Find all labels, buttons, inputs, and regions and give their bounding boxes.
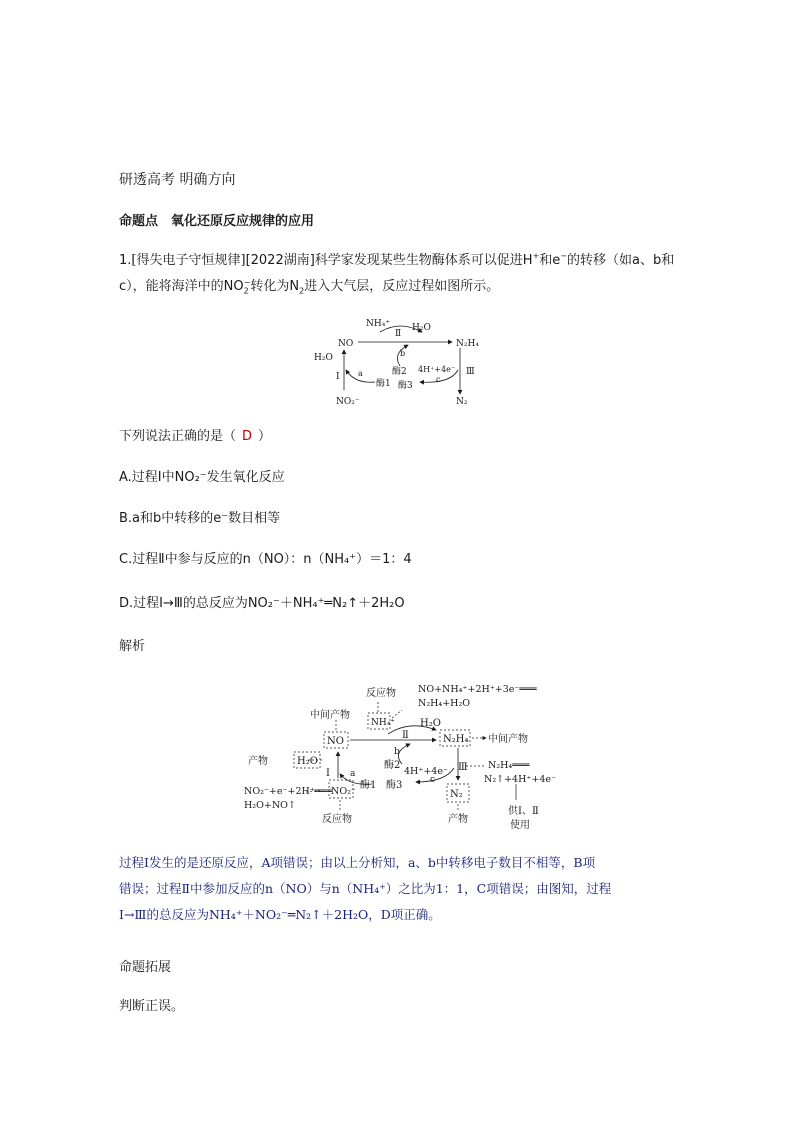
- label-enzyme1: 酶1: [360, 780, 377, 791]
- label-no2: NO₂⁻: [336, 397, 360, 407]
- prompt-end: ）: [258, 429, 272, 444]
- label-enzyme1: 酶1: [376, 379, 391, 389]
- reaction-diagram-1: [300, 312, 500, 412]
- option-a: A.过程Ⅰ中NO₂⁻发生氧化反应: [119, 470, 285, 485]
- eq-left-line2: H₂O+NO↑: [244, 800, 296, 811]
- section-title: 研透高考 明确方向: [119, 172, 236, 188]
- label-product-bottom: 产物: [448, 814, 468, 825]
- label-h2o-top: H₂O: [420, 718, 441, 729]
- label-a: a: [350, 769, 356, 779]
- label-n2h4: N₂H₄: [456, 339, 479, 349]
- label-enzyme3: 酶3: [386, 780, 403, 791]
- eq-right-line2: N₂↑+4H⁺+4e⁻: [484, 774, 557, 785]
- explanation: [119, 850, 679, 928]
- explanation-line-3: Ⅰ→Ⅲ的总反应为NH₄⁺＋NO₂⁻═N₂↑＋2H₂O，D项正确。: [119, 907, 441, 922]
- explanation-line-2: 错误；过程Ⅱ中参加反应的n（NO）与n（NH₄⁺）之比为1：1，C项错误；由图知，过程: [119, 881, 612, 896]
- option-c: C.过程Ⅱ中参与反应的n（NO）：n（NH₄⁺）＝1：4: [119, 552, 412, 567]
- label-b: b: [400, 349, 406, 358]
- label-n2: N₂: [456, 397, 468, 407]
- label-product-left: 产物: [248, 756, 268, 767]
- stem-part-d: 转化为N: [250, 279, 300, 294]
- label-iii: Ⅲ: [466, 367, 475, 377]
- eq-top-line1: NO+NH₄⁺+2H⁺+3e⁻═══: [418, 684, 537, 695]
- label-iii: Ⅲ: [458, 762, 468, 773]
- prompt-text: 下列说法正确的是（: [119, 429, 237, 444]
- label-use: 使用: [510, 820, 530, 831]
- label-h2o-top: H₂O: [412, 323, 431, 333]
- label-nh4: NH₄⁺: [366, 319, 391, 329]
- question-prompt: [119, 430, 271, 443]
- label-enzyme2: 酶2: [384, 760, 401, 771]
- stem-part-a: 科学家发现某些生物酶体系可以促进H: [314, 253, 533, 268]
- label-no: NO: [338, 339, 354, 349]
- label-h2o-left: H₂O: [297, 756, 318, 767]
- question-source: [2022湖南]: [245, 253, 315, 268]
- stem-part-c: 的转移（如a、b和c），能将海洋中的NO: [119, 253, 675, 294]
- analysis-label: 解析: [119, 639, 146, 654]
- question-tag: [得失电子守恒规律]: [131, 253, 246, 268]
- eq-right-line1: N₂H₄═══: [488, 760, 530, 771]
- label-intermediate-left: 中间产物: [310, 710, 350, 721]
- label-ii: Ⅱ: [395, 329, 402, 339]
- label-intermediate-right: 中间产物: [488, 734, 528, 745]
- label-reactant-bottom: 反应物: [322, 814, 352, 825]
- extension-body: 判断正误。: [119, 999, 185, 1014]
- question-1-stem: 1.[得失电子守恒规律][2022湖南]科学家发现某些生物酶体系可以促进H+和e−的转移（如a、b和c），能将海洋中的$NO_2^-$转化为$N_2$进入大气层，反应过程如图所示。: [119, 251, 675, 296]
- label-enzyme3: 酶3: [398, 381, 413, 391]
- answer-badge: D: [242, 429, 253, 444]
- eq-left-line1: NO₂⁻+e⁻+2H⁺═══: [244, 786, 332, 797]
- label-a: a: [358, 369, 363, 378]
- label-h2o-left: H₂O: [314, 353, 333, 363]
- option-b: B.a和b中转移的e⁻数目相等: [119, 511, 281, 526]
- label-reactant-top: 反应物: [366, 688, 396, 699]
- explanation-line-1: 过程Ⅰ发生的是还原反应，A项错误；由以上分析知，a、b中转移电子数目不相等，B项: [119, 855, 596, 870]
- label-b: b: [394, 747, 400, 757]
- label-n2h4: N₂H₄: [443, 734, 469, 745]
- label-nh4: NH₄⁺: [371, 718, 396, 728]
- label-no2: NO₂⁻: [331, 786, 356, 797]
- label-proton-electron: 4H⁺+4e⁻: [404, 766, 448, 777]
- label-c: c: [436, 375, 441, 384]
- stem-part-e: 进入大气层，反应过程如图所示。: [304, 279, 500, 294]
- reaction-diagram-2: [240, 676, 570, 836]
- option-d: D.过程Ⅰ→Ⅲ的总反应为NO₂⁻＋NH₄⁺═N₂↑＋2H₂O: [119, 596, 405, 611]
- label-ii: Ⅱ: [402, 730, 409, 741]
- label-i: Ⅰ: [326, 768, 330, 779]
- topic-heading: 命题点 氧化还原反应规律的应用: [119, 214, 315, 229]
- eq-top-line2: N₂H₄+H₂O: [418, 698, 471, 709]
- label-proton-electron: 4H⁺+4e⁻: [418, 365, 456, 374]
- label-supply: 供Ⅰ、Ⅱ: [508, 806, 539, 817]
- label-no: NO: [327, 736, 344, 747]
- stem-part-b: 和e: [539, 253, 561, 268]
- question-number: 1.: [119, 253, 132, 268]
- label-n2: N₂: [450, 789, 463, 800]
- label-enzyme2: 酶2: [392, 367, 407, 377]
- dash-nh4-equation: [392, 710, 402, 718]
- label-i: Ⅰ: [336, 372, 340, 382]
- extension-title: 命题拓展: [119, 960, 172, 975]
- label-c: c: [430, 775, 436, 785]
